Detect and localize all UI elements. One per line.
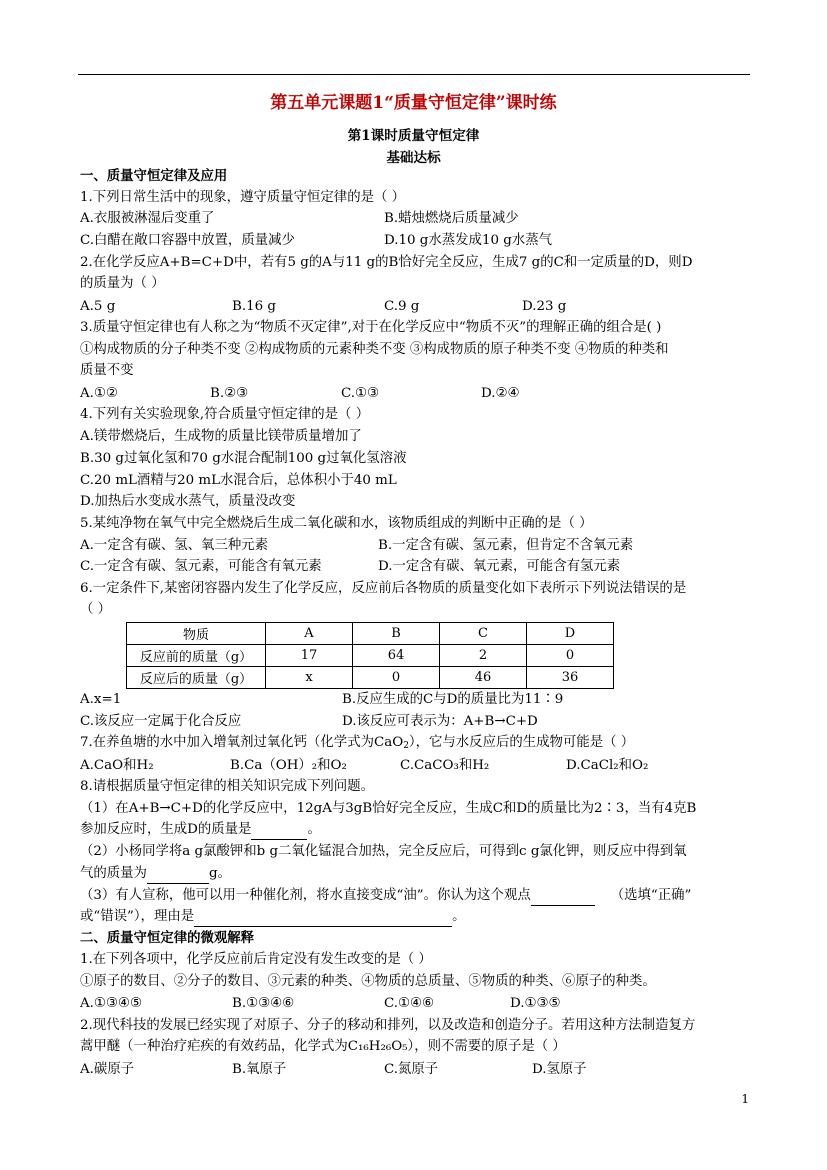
question-8-part2-text: 气的质量为 (80, 866, 147, 881)
question-10-option-c: C.氮原子 (384, 1062, 439, 1077)
question-2-option-d: D.23 g (522, 299, 567, 314)
question-8-part3-line1 (80, 886, 691, 906)
question-3-option-d: D.②④ (481, 386, 520, 401)
question-8-part3-hint: （选填“正确” (610, 888, 692, 903)
question-8-part1-text: 参加反应时，生成D的质量是 (80, 822, 252, 837)
question-1-option-a: A.衣服被淋湿后变重了 (80, 211, 215, 226)
question-8-stem: 8.请根据质量守恒定律的相关知识完成下列问题。 (80, 779, 374, 794)
table-cell: 0 (527, 645, 614, 667)
question-8-part3-text: （3）有人宣称，他可以用一种催化剂，将水直接变成“油”。你认为这个观点 (80, 888, 531, 903)
question-10-stem-line1: 2.现代科技的发展已经实现了对原子、分子的移动和排列，以及改造和创造分子。若用这种方法制造复方 (80, 1018, 696, 1033)
question-4-option-b: B.30 g过氧化氢和70 g水混合配制100 g过氧化氢溶液 (80, 451, 407, 466)
level-heading: 基础达标 (386, 150, 441, 166)
header-rule (78, 74, 750, 75)
answer-blank[interactable] (251, 824, 307, 840)
question-5-stem: 5.某纯净物在氧气中完全燃烧后生成二氧化碳和水，该物质组成的判断中正确的是（ ） (80, 516, 593, 531)
question-5-option-d: D.一定含有碳、氧元素，可能含有氢元素 (378, 559, 621, 574)
question-2-option-a: A.5 g (80, 299, 116, 314)
question-8-part3-end: 。 (452, 909, 466, 924)
question-7-stem-subscript: 2 (403, 741, 409, 751)
table-header-cell: B (353, 623, 440, 645)
question-7-option-d: D.CaCl₂和O₂ (566, 758, 649, 773)
question-6-stem-line2: （ ） (80, 602, 112, 617)
question-9-option-b: B.①③④⑥ (232, 996, 295, 1011)
question-3-option-c: C.①③ (341, 386, 380, 401)
question-3-option-b: B.②③ (210, 386, 249, 401)
question-8-part3-reason: 或“错误”），理由是 (80, 909, 195, 924)
question-7-option-c: C.CaCO₃和H₂ (400, 758, 490, 773)
question-5-option-a: A.一定含有碳、氢、氧三种元素 (80, 538, 269, 553)
question-3-stem-line3: 质量不变 (80, 363, 134, 378)
question-7-option-a: A.CaO和H₂ (80, 758, 154, 773)
question-9-option-a: A.①③④⑤ (80, 996, 142, 1011)
question-6-stem-line1: 6.一定条件下,某密闭容器内发生了化学反应，反应前后各物质的质量变化如下表所示下列说法错误的是 (80, 581, 687, 596)
answer-blank[interactable] (147, 868, 209, 884)
question-8-part2-end: g。 (208, 866, 231, 881)
question-9-stem: 1.在下列各项中，化学反应前后肯定没有发生改变的是（ ） (80, 952, 432, 967)
table-row (127, 645, 614, 667)
question-1-option-d: D.10 g水蒸发成10 g水蒸气 (384, 233, 552, 248)
question-7-stem-text-end: ），它与水反应后的生成物可能是（ ） (408, 735, 635, 750)
table-cell: 2 (440, 645, 527, 667)
question-5-option-b: B.一定含有碳、氢元素，但肯定不含氧元素 (378, 538, 634, 553)
table-cell: 反应前的质量（g） (127, 645, 266, 667)
table-row (127, 667, 614, 689)
section-heading-2: 二、质量守恒定律的微观解释 (80, 930, 255, 946)
document-title: 第五单元课题1“质量守恒定律”课时练 (270, 93, 557, 113)
answer-blank[interactable] (194, 911, 452, 927)
question-3-option-a: A.①② (80, 386, 118, 401)
question-6-option-d: D.该反应可表示为：A+B→C+D (342, 714, 538, 729)
question-10-option-a: A.碳原子 (80, 1062, 135, 1077)
question-6-option-b: B.反应生成的C与D的质量比为11∶9 (342, 692, 564, 707)
section-heading-1: 一、质量守恒定律及应用 (80, 168, 228, 184)
question-10-stem-line2: 蒿甲醚（一种治疗疟疾的有效药品，化学式为C₁₆H₂₆O₅），则不需要的原子是（ ） (80, 1039, 566, 1054)
question-9-option-d: D.①③⑤ (510, 996, 561, 1011)
table-cell: 36 (527, 667, 614, 689)
question-1-option-c: C.白醋在敞口容器中放置，质量减少 (80, 233, 295, 248)
question-9-option-c: C.①④⑥ (384, 996, 435, 1011)
table-cell: 17 (266, 645, 353, 667)
question-10-option-d: D.氢原子 (532, 1062, 587, 1077)
question-2-stem-line2: 的质量为（ ） (80, 276, 165, 291)
question-4-option-c: C.20 mL酒精与20 mL水混合后，总体积小于40 mL (80, 473, 397, 488)
question-2-stem-line1: 2.在化学反应A+B=C+D中，若有5 g的A与11 g的B恰好完全反应，生成7 g的C和一定质量的D，则D (80, 255, 693, 270)
table-header-cell: C (440, 623, 527, 645)
question-5-option-c: C.一定含有碳、氢元素，可能含有氧元素 (80, 559, 322, 574)
table-cell: 0 (353, 667, 440, 689)
question-8-part2-line1: （2）小杨同学将a g氯酸钾和b g二氧化锰混合加热，完全反应后，可得到c g氯化钾，则反应中得到氧 (80, 844, 687, 859)
question-1-option-b: B.蜡烛燃烧后质量减少 (384, 211, 519, 226)
question-6-option-a: A.x=1 (80, 692, 122, 707)
question-3-stem-line1: 3.质量守恒定律也有人称之为“物质不灭定律”,对于在化学反应中“物质不灭”的理解正确的组合是( ) (80, 320, 662, 335)
question-7-option-b: B.Ca（OH）₂和O₂ (230, 758, 347, 773)
table-header-cell: A (266, 623, 353, 645)
table-header-row (127, 623, 614, 645)
question-8-part2-line2 (80, 864, 231, 884)
question-2-option-c: C.9 g (384, 299, 420, 314)
question-8-part1-end: 。 (307, 822, 321, 837)
question-4-option-a: A.镁带燃烧后，生成物的质量比镁带质量增加了 (80, 429, 362, 444)
question-7-stem (80, 733, 634, 753)
question-10-option-b: B.氧原子 (232, 1062, 287, 1077)
question-1-stem: 1.下列日常生活中的现象，遵守质量守恒定律的是（ ） (80, 190, 406, 205)
page-number: 1 (741, 1092, 749, 1106)
question-7-stem-text: 7.在养鱼塘的水中加入增氧剂过氧化钙（化学式为CaO (80, 735, 404, 750)
answer-blank[interactable] (531, 890, 595, 906)
question-4-stem: 4.下列有关实验现象,符合质量守恒定律的是（ ） (80, 407, 370, 422)
question-8-part3-line2 (80, 907, 466, 927)
lesson-subtitle: 第1课时质量守恒定律 (347, 128, 480, 144)
table-header-cell: D (527, 623, 614, 645)
table-header-cell: 物质 (127, 623, 266, 645)
question-8-part1-line1: （1）在A+B→C+D的化学反应中，12gA与3gB恰好完全反应，生成C和D的质量比为2∶3，当有4克B (80, 801, 697, 816)
question-2-option-b: B.16 g (232, 299, 276, 314)
table-cell: 64 (353, 645, 440, 667)
table-cell: x (266, 667, 353, 689)
mass-change-table (126, 622, 614, 689)
table-cell: 反应后的质量（g） (127, 667, 266, 689)
question-6-option-c: C.该反应一定属于化合反应 (80, 714, 242, 729)
question-3-stem-line2: ①构成物质的分子种类不变 ②构成物质的元素种类不变 ③构成物质的原子种类不变 ④物质的种类和 (80, 342, 669, 357)
question-4-option-d: D.加热后水变成水蒸气，质量没改变 (80, 494, 296, 509)
question-9-items: ①原子的数目、②分子的数目、③元素的种类、④物质的总质量、⑤物质的种类、⑥原子的种类。 (80, 974, 656, 989)
table-cell: 46 (440, 667, 527, 689)
question-8-part1-line2 (80, 820, 321, 840)
